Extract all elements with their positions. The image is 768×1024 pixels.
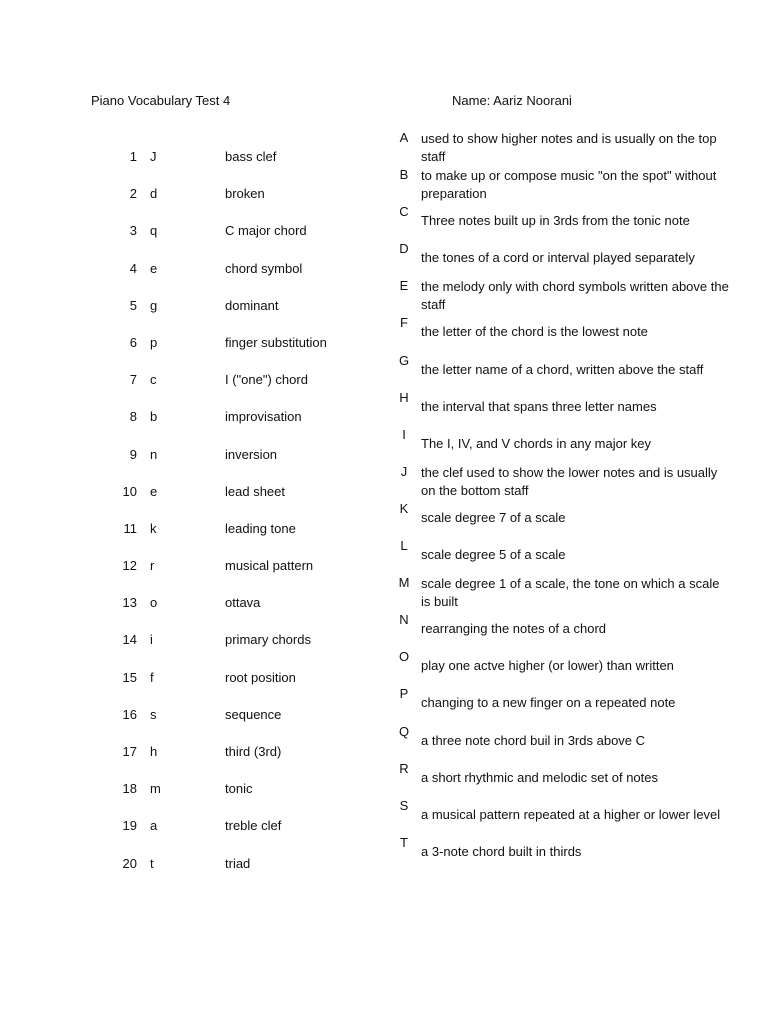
definition-row xyxy=(0,647,768,684)
vocabulary-term: dominant xyxy=(225,297,279,313)
vocabulary-term: lead sheet xyxy=(225,483,285,499)
definition-row xyxy=(0,239,768,276)
definition-row xyxy=(0,128,768,165)
definition-text: used to show higher notes and is usually on the top staff xyxy=(421,131,717,164)
definition-letter: E xyxy=(399,278,409,294)
answer-letter: b xyxy=(150,409,158,425)
definition-row xyxy=(0,425,768,462)
answer-letter: a xyxy=(150,818,158,834)
definition-text: The I, IV, and V chords in any major key xyxy=(421,435,652,451)
answer-letter: o xyxy=(150,595,158,611)
answer-letter: m xyxy=(150,781,161,797)
question-number: 6 xyxy=(129,334,137,350)
vocabulary-term: primary chords xyxy=(225,632,311,648)
question-number: 8 xyxy=(129,409,137,425)
question-number: 20 xyxy=(122,855,137,871)
definition-letter: K xyxy=(399,500,409,516)
answer-letter: e xyxy=(150,260,158,276)
question-number: 11 xyxy=(123,520,137,536)
vocabulary-term: improvisation xyxy=(225,409,302,425)
student-name: Name: Aariz Noorani xyxy=(452,93,572,108)
definition-row xyxy=(0,573,768,610)
vocabulary-term: root position xyxy=(225,669,296,685)
question-number: 18 xyxy=(122,781,137,797)
definition-row xyxy=(0,536,768,573)
answer-letter: e xyxy=(150,483,158,499)
definition-letter: M xyxy=(398,575,410,591)
question-number: 7 xyxy=(129,372,137,388)
definition-text: a short rhythmic and melodic set of notes xyxy=(421,769,659,785)
question-number: 2 xyxy=(129,186,137,202)
definition-row xyxy=(0,759,768,796)
definition-letter: N xyxy=(399,612,409,628)
answer-letter: q xyxy=(150,223,158,239)
definition-letter: G xyxy=(398,352,410,368)
definition-letter: B xyxy=(399,167,409,183)
answer-letter: f xyxy=(150,669,154,685)
definition-row xyxy=(0,351,768,388)
page-title: Piano Vocabulary Test 4 xyxy=(91,93,231,108)
definition-text: scale degree 1 of a scale, the tone on which a scale is built xyxy=(421,576,720,610)
vocabulary-term: tonic xyxy=(225,781,253,797)
definition-text: the tones of a cord or interval played separately xyxy=(421,250,695,266)
definition-row xyxy=(0,796,768,833)
definition-row xyxy=(0,684,768,721)
vocabulary-term: finger substitution xyxy=(225,334,327,350)
definition-row xyxy=(0,165,768,202)
question-number: 15 xyxy=(122,669,137,685)
vocabulary-term: I ("one") chord xyxy=(225,372,308,388)
vocabulary-term: chord symbol xyxy=(225,260,303,276)
definition-text: rearranging the notes of a chord xyxy=(421,621,607,637)
definition-row xyxy=(0,388,768,425)
definition-row xyxy=(0,313,768,350)
definition-letter: A xyxy=(399,130,409,145)
question-number: 12 xyxy=(122,558,137,574)
definition-text: play one actve higher (or lower) than written xyxy=(421,658,674,674)
definition-letter: J xyxy=(400,463,408,479)
vocabulary-term: treble clef xyxy=(225,818,282,834)
question-number: 9 xyxy=(129,446,137,462)
answer-letter: n xyxy=(150,446,158,462)
definition-letter: I xyxy=(402,426,406,442)
answer-letter: i xyxy=(150,632,153,648)
vocabulary-term: leading tone xyxy=(225,520,296,536)
definition-row xyxy=(0,722,768,759)
definition-letter: D xyxy=(399,241,409,257)
definition-text: to make up or compose music "on the spot" without preparation xyxy=(421,168,717,202)
question-number: 10 xyxy=(122,483,137,499)
question-number: 4 xyxy=(129,260,137,276)
answer-letter: h xyxy=(150,744,158,759)
definition-text: scale degree 7 of a scale xyxy=(421,509,566,525)
definition-letter: R xyxy=(399,760,409,776)
vocabulary-term: third (3rd) xyxy=(225,744,282,759)
definition-text: the melody only with chord symbols written above the staff xyxy=(421,279,729,313)
definition-list xyxy=(0,128,768,870)
definition-row xyxy=(0,833,768,870)
vocabulary-term: broken xyxy=(225,186,265,202)
vocabulary-term: C major chord xyxy=(225,223,307,239)
definition-text: a three note chord buil in 3rds above C xyxy=(421,732,646,748)
answer-letter: g xyxy=(150,297,158,313)
vocabulary-term: musical pattern xyxy=(225,558,314,574)
definition-text: Three notes built up in 3rds from the tonic note xyxy=(421,213,690,229)
vocabulary-term: sequence xyxy=(225,706,282,722)
definition-text: the letter of the chord is the lowest note xyxy=(421,324,648,340)
definition-row xyxy=(0,462,768,499)
question-number: 19 xyxy=(122,818,137,834)
definition-row xyxy=(0,202,768,239)
definition-letter: L xyxy=(400,538,408,554)
question-number: 16 xyxy=(122,706,137,722)
definition-letter: H xyxy=(399,389,409,405)
answer-letter: c xyxy=(150,372,157,388)
answer-letter: r xyxy=(150,558,155,574)
vocabulary-term: triad xyxy=(225,855,251,871)
definition-letter: Q xyxy=(398,723,410,739)
question-number: 3 xyxy=(129,223,137,239)
question-number: 5 xyxy=(129,297,137,313)
definition-letter: T xyxy=(400,834,408,850)
question-number: 17 xyxy=(122,744,137,759)
definition-row xyxy=(0,276,768,313)
vocabulary-term: bass clef xyxy=(225,149,277,164)
definition-row xyxy=(0,499,768,536)
definition-letter: O xyxy=(398,649,410,665)
definition-letter: C xyxy=(399,204,409,220)
answer-letter: p xyxy=(150,334,158,350)
definition-text: a 3-note chord built in thirds xyxy=(421,843,582,859)
definition-text: scale degree 5 of a scale xyxy=(421,547,566,563)
definition-letter: P xyxy=(399,686,409,702)
definition-letter: S xyxy=(399,797,409,813)
answer-letter: J xyxy=(150,149,157,164)
question-number: 13 xyxy=(122,595,137,611)
definition-text: the interval that spans three letter names xyxy=(421,398,657,414)
answer-letter: s xyxy=(150,706,157,722)
question-number: 14 xyxy=(122,632,137,648)
definition-row xyxy=(0,610,768,647)
vocabulary-term: inversion xyxy=(225,446,278,462)
definition-letter: F xyxy=(400,315,408,331)
answer-letter: k xyxy=(150,520,157,536)
definition-text: the letter name of a chord, written above the staff xyxy=(421,361,704,377)
vocabulary-term: ottava xyxy=(225,595,261,611)
definition-text: changing to a new finger on a repeated note xyxy=(421,695,676,711)
answer-letter: t xyxy=(150,855,154,871)
definition-text: a musical pattern repeated at a higher or lower level xyxy=(421,806,721,822)
answer-letter: d xyxy=(150,186,158,202)
question-number: 1 xyxy=(129,149,137,164)
definition-text: the clef used to show the lower notes and is usually on the bottom staff xyxy=(421,464,718,498)
